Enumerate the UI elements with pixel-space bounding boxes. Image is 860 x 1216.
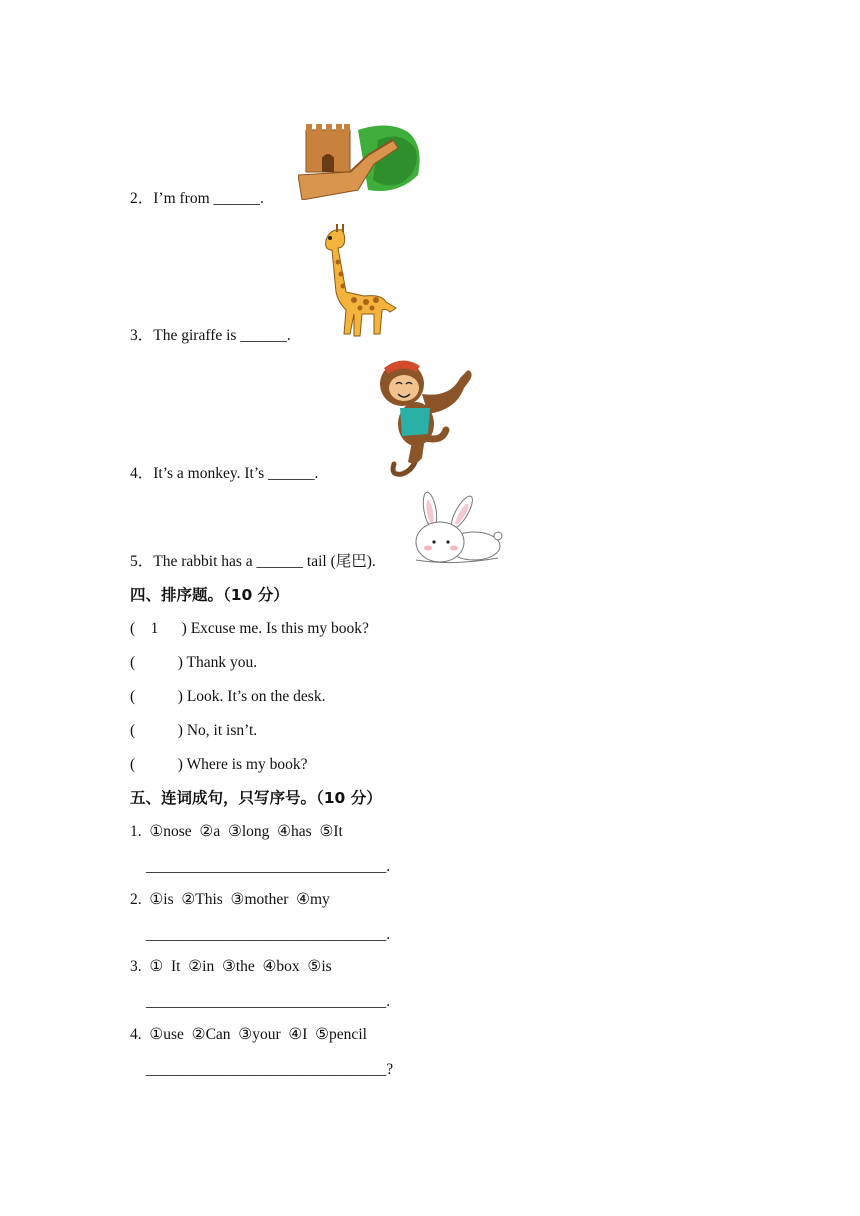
ordering-item (130, 687, 325, 707)
ordering-sentence: Where is my book? (182, 756, 308, 773)
answer-bracket[interactable]: ( ) (130, 688, 183, 705)
question-4-text: 4．It’s a monkey. It’s ______. (130, 465, 319, 482)
answer-line-2[interactable]: _______________________________. (146, 926, 391, 943)
section-5-title: 五、连词成句，只写序号。（10 分） (130, 789, 382, 807)
word-order-question-3: 3. ① It ②in ③the ④box ⑤is (130, 958, 332, 975)
ordering-sentence: No, it isn’t. (182, 722, 258, 739)
ordering-item (130, 755, 308, 775)
section-4-title: 四、排序题。（10 分） (130, 586, 289, 604)
answer-line-1[interactable]: _______________________________. (146, 858, 391, 875)
ordering-item (130, 653, 257, 673)
question-2-text: 2．I’m from ______. (130, 190, 264, 207)
monkey-image (372, 358, 476, 480)
ordering-sentence: Look. It’s on the desk. (182, 688, 326, 705)
question-3-text: 3．The giraffe is ______. (130, 327, 291, 344)
answer-bracket[interactable]: ( ) (130, 756, 183, 773)
answer-bracket[interactable]: ( ) (130, 654, 183, 671)
ordering-item (130, 619, 369, 639)
word-order-question-2: 2. ①is ②This ③mother ④my (130, 891, 330, 908)
word-order-question-4: 4. ①use ②Can ③your ④I ⑤pencil (130, 1026, 367, 1043)
giraffe-image (316, 222, 400, 342)
ordering-sentence: Excuse me. Is this my book? (186, 620, 369, 637)
answer-line-4[interactable]: _______________________________? (146, 1061, 394, 1078)
ordering-item (130, 721, 257, 741)
ordering-sentence: Thank you. (182, 654, 258, 671)
answer-bracket[interactable]: ( 1 ) (130, 620, 187, 637)
great-wall-image (298, 120, 424, 200)
question-5-text: 5．The rabbit has a ______ tail (尾巴). (130, 553, 376, 570)
answer-line-3[interactable]: _______________________________. (146, 993, 391, 1010)
rabbit-image (412, 490, 504, 566)
answer-bracket[interactable]: ( ) (130, 722, 183, 739)
word-order-question-1: 1. ①nose ②a ③long ④has ⑤It (130, 823, 343, 840)
